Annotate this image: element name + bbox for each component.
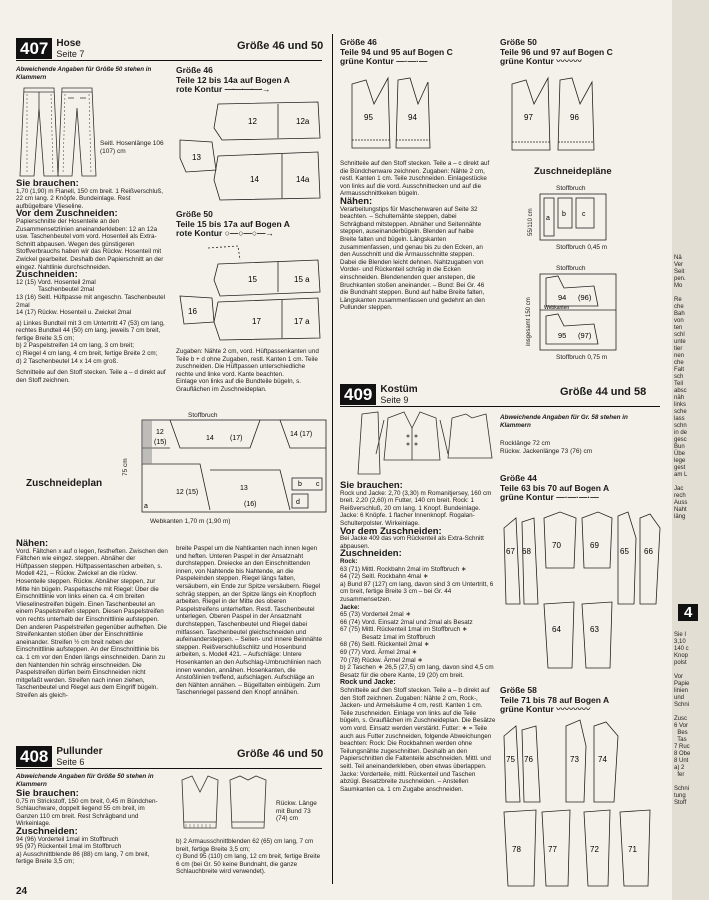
abweichende-angaben: Abweichende Angaben für Gr. 58 stehen in Klammern bbox=[500, 414, 628, 429]
size-range: Größe 46 und 50 bbox=[237, 40, 324, 52]
zuschneiden-item: d) 2 Taschenbeutel 14 x 14 cm groß. bbox=[16, 357, 119, 365]
kontur-line: grüne Kontur —·—·— bbox=[340, 56, 428, 66]
zuschneiden-heading: Zuschneiden: bbox=[16, 269, 78, 281]
model-number: 407 bbox=[16, 38, 52, 59]
svg-text:12 (15): 12 (15) bbox=[176, 489, 199, 496]
svg-text:78: 78 bbox=[512, 845, 521, 854]
svg-text:95: 95 bbox=[364, 113, 373, 122]
kontur-label: grüne Kontur bbox=[340, 56, 394, 66]
rock-jacke-heading: Rock und Jacke: bbox=[340, 679, 396, 687]
kontur-line: rote Kontur —·—·—·—·→ bbox=[176, 84, 270, 94]
svg-text:a: a bbox=[546, 215, 550, 222]
schnitt-text: Schnitteile auf den Stoff stecken. Teile a – d direkt auf den Stoff zeichnen. bbox=[16, 369, 166, 384]
plan1-height: 55/110 cm bbox=[528, 208, 534, 236]
model-title: Pullunder bbox=[56, 746, 103, 757]
laengen: Rocklänge 72 cm Rückw. Jackenlänge 73 (76) cm bbox=[500, 440, 593, 455]
pattern-pieces-pullunder-50 bbox=[508, 74, 608, 156]
zuschneiden-item: c) Riegel 4 cm lang, 4 cm breit, fertige Breite 2 cm; bbox=[16, 350, 158, 358]
rueckw-laenge: Rückw. Länge mit Bund 73 (74) cm bbox=[276, 800, 317, 822]
model-407-header bbox=[16, 38, 84, 60]
m407-zugaben-block bbox=[176, 348, 324, 394]
kontur-label: grüne Kontur bbox=[500, 704, 554, 714]
trouser-illustration bbox=[18, 86, 98, 178]
kontur-label: rote Kontur bbox=[176, 84, 223, 94]
plan2-stoffbruch: Stoffbruch bbox=[556, 265, 586, 272]
model-title-block bbox=[56, 38, 84, 60]
vor-dem-zuschneiden-heading: Vor dem Zuschneiden: bbox=[16, 208, 118, 220]
svg-text:75: 75 bbox=[506, 755, 515, 764]
column-divider bbox=[332, 34, 333, 884]
pattern-pieces-44 bbox=[500, 508, 666, 678]
naehen-heading: Nähen: bbox=[340, 195, 373, 207]
zuschneiden-heading: Zuschneiden: bbox=[340, 548, 402, 560]
vor-dem-zuschneiden-text: Bei Jacke 409 das vom Rückenteil als Extra-Schnitt abpausen. bbox=[340, 535, 484, 550]
zuschneiden-item: 13 (16) Seitl. Hüftpasse mit angeschn. Taschenbeutel 2mal bbox=[16, 293, 165, 309]
zuschneiden-item: 65 (73) Vorderteil 2mal ∗ bbox=[340, 611, 411, 619]
pattern-pieces-pullunder-46 bbox=[348, 74, 438, 154]
svg-text:63: 63 bbox=[590, 625, 599, 634]
svg-text:94: 94 bbox=[408, 113, 417, 122]
model-title: Hose bbox=[56, 38, 81, 49]
zuschneiden-item: Taschenbeutel 2mal bbox=[38, 286, 95, 294]
zugaben-text: Zugaben: Nähte 2 cm, vord. Hüftpassenkanten und Teile b + d ohne Zugaben, restl. Kanten 1 cm. Teile zuschneiden. Die Hüftpassen unterschiedliche rechte und linke vord. Kante beachten. bbox=[176, 348, 319, 378]
adjacent-page-edge bbox=[672, 0, 709, 900]
model-title-block bbox=[56, 746, 102, 768]
svg-text:74: 74 bbox=[598, 755, 607, 764]
cutting-layout-407 bbox=[140, 418, 328, 516]
zuschneiden-item: Jacke: bbox=[340, 603, 360, 611]
model-seite: Seite 7 bbox=[56, 49, 85, 59]
kontur-label: grüne Kontur bbox=[500, 56, 554, 66]
svg-text:a: a bbox=[144, 503, 148, 510]
zuschneiden-item: 63 (71) Mittl. Rockbahn 2mal im Stoffbruch ∗ bbox=[340, 565, 467, 573]
zuschneiden-item: b) 2 Armausschnittblenden 62 (65) cm lang, 7 cm breit, fertige Breite 3,5 cm; bbox=[176, 838, 314, 853]
teile-label: Teile 71 bis 78 auf Bogen A bbox=[500, 694, 610, 705]
adjacent-page-text-bottom: Sie I 3,10 140 c Knop polst Vor Papie linien und Schni Zusc 6 Vor Bes Tas 7 Ruc 8 Obe 8 Unt a) 2 fer Schni tung Stoff bbox=[674, 632, 691, 806]
vor-dem-zuschneiden-heading: Vor dem Zuschneiden: bbox=[340, 525, 442, 537]
size-label: Größe 46 bbox=[340, 37, 377, 47]
cutting-layout-pullunder-2 bbox=[538, 272, 618, 352]
m407-naehen-block bbox=[16, 540, 168, 699]
model-seite: Seite 6 bbox=[56, 757, 85, 767]
zuschneiden-item: b) 2 Paspelstreifen 14 cm lang, 3 cm breit; bbox=[16, 342, 134, 350]
kontur-label: grüne Kontur bbox=[500, 492, 554, 502]
divider bbox=[340, 406, 660, 407]
groesse-50-label bbox=[176, 210, 290, 239]
schnitt-text: Schnitteile auf den Stoff stecken. Teile a – c direkt auf die Bündchenware zeichnen. Zugaben: Nähte 2 cm, restl. Kanten 1 cm. Teile zuschneiden. Einlagestücke von links auf die vord. Ausschnittecken und auf die Armausschnittkeken bügeln. bbox=[340, 160, 490, 198]
zuschneiden-item: a) Ausschnittblende 86 (88) cm lang, 7 cm breit, fertige Breite 3,5 cm; bbox=[16, 850, 150, 866]
zuschneiden-item: Besatz 1mal im Stoffbruch bbox=[362, 633, 436, 641]
plan-height: 75 cm bbox=[122, 458, 129, 476]
size-label: Größe 58 bbox=[500, 685, 537, 695]
sie-brauchen-heading: Sie brauchen: bbox=[16, 178, 79, 189]
svg-text:95: 95 bbox=[558, 331, 567, 340]
naehen-text: Vord. Fältchen x auf o legen, festheften. Zwischen den Fältchen wie eingez. steppen. Abnäher der Hüftpassen steppen. Hüftpassentaschen arbeiten, s. Modell 421, – Rückw. Zwickel an die rückw. Hosenteile steppen. Rückw. Abnäher steppen, zur Mitte hin bügeln. Paspeltasche mit Riegel: Über die Einschnittlinie von links einen ca. 4 cm breiten Vlieselinestreifen bügeln. Einen Taschenbeutel an einem Paspelstreifen steppen. Diesen Paspelstreifen von rechts unterhalb der Einschnittlinie aufsteppen. Den anderen Paspelstreifen gegenüber aufheften. Die Streifenkanten stoßen über der Einschnittlinie aneinander. Streifen ½ cm breit neben der Einschnittlinie aufsteppen. An der Einschnittlinie bis ca. 1 cm vor den Enden längs einschneiden. Dann zu den Nahtenden hin schräg einschneiden. Die Paspelstreifen dürfen beim Einschneiden nicht mitgefaßt werden. Streifen nach innen ziehen, Taschenbeutel und Riegel aus dem Eingriff bügeln. Streifen als gleich- bbox=[16, 547, 168, 699]
m407-text-block bbox=[16, 180, 168, 384]
svg-text:73: 73 bbox=[570, 755, 579, 764]
zuschneiden-item: 14 (17) Rückw. Hosenteil u. Zwickel 2mal bbox=[16, 309, 132, 317]
plan1-stoffbruch: Stoffbruch bbox=[556, 185, 586, 192]
zuschneiden-item: 70 (78) Rückw. Ärmel 2mal ∗ bbox=[340, 656, 423, 664]
m407-naehen-continued bbox=[176, 545, 324, 697]
zuschneiden-item: 66 (74) Vord. Einsatz 2mal und 2mal als Besatz bbox=[340, 618, 473, 626]
teile-label: Teile 94 und 95 auf Bogen C bbox=[340, 46, 453, 57]
sie-brauchen-text: 0,75 m Strickstoff, 150 cm breit, 0,45 m Bündchen-Schlauchware, doppelt liegend 55 cm breit, im Ganzen 110 cm breit. Rest Schrägband und Wirkeinlage. bbox=[16, 797, 158, 828]
svg-text:70: 70 bbox=[552, 541, 561, 550]
svg-text:12: 12 bbox=[156, 429, 164, 436]
plan2-height: insgesamt 150 cm bbox=[526, 297, 532, 346]
pattern-pieces-58 bbox=[500, 716, 666, 894]
teile-label: Teile 63 bis 70 auf Bogen A bbox=[500, 482, 610, 493]
svg-text:(96): (96) bbox=[578, 293, 592, 302]
zuschneiden-item: Rock: bbox=[340, 557, 358, 565]
teile-label: Teile 15 bis 17a auf Bogen A bbox=[176, 218, 290, 229]
zuschneiden-item: a) Linkes Bundteil mit 3 cm Untertritt 47 (53) cm lang, rechtes Bundteil 44 (50) cm lang, jeweils 7 cm breit, fertige Breite 3,5 cm; bbox=[16, 319, 165, 342]
naehen-text: Verarbeitungstips für Maschenwaren auf Seite 32 beachten. – Schulternähte steppen, dabei Schrägband mitsteppen. Abnäher und Seitennähte steppen, auseinanderbügeln. Blenden auf halbe Breite falten und bügeln. Längskanten zusammenfassen, und genau bis zu den Ecken, an den Ausschnitt und die Armausschnitte steppen. Dabei die Blenden leicht dehnen. Nahtzugaben von Vorder- und Rückenteil schräg in die Ecken einschneiden. Blendenenden quer anstepen, die Bruchkanten stoßen aneinander. – Bund: Bei Gr. 46 die Bundnaht steppen. Bund auf halbe Breite falten, Längskanten zusammenfassen und gedehnt an den Pullunder steppen. bbox=[340, 205, 485, 312]
svg-text:12: 12 bbox=[248, 117, 257, 126]
plan1-width: Stoffbruch 0,45 m bbox=[556, 244, 608, 251]
m408-zuschneiden-continued bbox=[176, 838, 324, 876]
svg-text:13: 13 bbox=[240, 485, 248, 492]
einlage-text: Einlage von links auf die Bundteile bügeln, s. Grauflächen im Zuschneideplan. bbox=[176, 378, 301, 393]
sie-brauchen-heading: Sie brauchen: bbox=[340, 480, 403, 491]
teile-label: Teile 96 und 97 auf Bogen C bbox=[500, 46, 613, 57]
zuschneideplan-title: Zuschneideplan bbox=[26, 478, 103, 489]
col2-text-block bbox=[340, 160, 490, 312]
svg-text:68: 68 bbox=[522, 547, 531, 556]
vor-dem-zuschneiden-text: Papierschnitte der Hosenteile an den Zusammensetzlinien aneinanderkleben: 12 an 12a usw. Taschenbeutel vom vord. Hosenteil als Extra-Schnitt abpausen. Wegen des günstigeren Stoffverbrauchs haben wir das Rückw. Hosenteil mit Zwickel gearbeitet. Deshalb den Papierschnitt an der eingez. Nahtlinie durchschneiden. bbox=[16, 217, 164, 271]
suit-illustration bbox=[348, 410, 496, 480]
sie-brauchen-heading: Sie brauchen: bbox=[16, 788, 79, 799]
zuschneiden-item: 67 (75) Mittl. Rückenteil 1mal im Stoffbruch ∗ bbox=[340, 626, 468, 634]
divider bbox=[16, 768, 322, 769]
kontur-line: rote Kontur ○—○—○—→ bbox=[176, 228, 275, 238]
size-label: Größe 50 bbox=[500, 37, 537, 47]
zuschneiden-heading: Zuschneiden: bbox=[16, 825, 78, 837]
svg-text:94: 94 bbox=[558, 293, 567, 302]
plan-width: Webkanten 1,70 m (1,90 m) bbox=[150, 518, 231, 525]
vest-illustration bbox=[178, 774, 274, 834]
m409-text-block bbox=[340, 482, 496, 793]
teile-label: Teile 12 bis 14a auf Bogen A bbox=[176, 74, 290, 85]
zuschneiden-item: 12 (15) Vord. Hosenteil 2mal bbox=[16, 278, 96, 286]
sie-brauchen-text: Rock und Jacke: 2,70 (3,30) m Romanitjersey, 160 cm breit. 2,20 (2,60) m Futter, 140 cm breit. Rock: 1 Reißverschluß, 20 cm lang. 1 Knopf. Bundeinlage. Jacke: 6 Knöpfe. 1 flacher Innenknopf. Rogalan-Schulterpolster. Wirkeinlage. bbox=[340, 489, 492, 527]
svg-text:(97): (97) bbox=[578, 331, 592, 340]
svg-text:69: 69 bbox=[590, 541, 599, 550]
svg-text:64: 64 bbox=[552, 625, 561, 634]
adjacent-model-number: 4 bbox=[678, 604, 698, 621]
naehen-heading: Nähen: bbox=[16, 538, 49, 549]
kontur-line: grüne Kontur 〰〰〰〰 bbox=[500, 704, 591, 714]
svg-text:13: 13 bbox=[192, 153, 201, 162]
svg-text:77: 77 bbox=[548, 845, 557, 854]
groesse-46-pullunder-label bbox=[340, 38, 453, 67]
zuschneideplaene-title: Zuschneidepläne bbox=[534, 166, 612, 177]
cutting-layout-pullunder-1 bbox=[538, 192, 608, 242]
zuschneiden-item: 95 (97) Rückenteil 1mal im Stoffbruch bbox=[16, 843, 122, 851]
svg-text:12a: 12a bbox=[296, 117, 310, 126]
m408-text-block bbox=[16, 790, 168, 866]
adjacent-page-text-top: Nä Ver Seit pen. Mo Re che Bah von ten schl unte tier nen che Falt sch Teil absc näh links sche lass schn in de gesc Bun Übe lege gest am L Jac rech Auss Naht läng bbox=[674, 255, 688, 520]
size-label: Größe 46 bbox=[176, 65, 213, 75]
svg-text:67: 67 bbox=[506, 547, 515, 556]
model-seite: Seite 9 bbox=[380, 395, 409, 405]
svg-text:66: 66 bbox=[644, 547, 653, 556]
size-range: Größe 44 und 58 bbox=[560, 386, 647, 398]
divider bbox=[16, 60, 322, 61]
model-title: Kostüm bbox=[380, 384, 418, 395]
page-number: 24 bbox=[16, 886, 28, 897]
model-title-block bbox=[380, 384, 417, 406]
svg-text:65: 65 bbox=[620, 547, 629, 556]
groesse-58-label bbox=[500, 686, 609, 715]
svg-text:(15): (15) bbox=[154, 439, 167, 446]
svg-text:14a: 14a bbox=[296, 175, 310, 184]
svg-text:(16): (16) bbox=[244, 501, 257, 508]
abweichende-angaben: Abweichende Angaben für Größe 50 stehen in Klammern bbox=[16, 66, 152, 81]
groesse-44-label bbox=[500, 474, 609, 503]
svg-text:72: 72 bbox=[590, 845, 599, 854]
svg-text:14: 14 bbox=[206, 435, 214, 442]
pattern-pieces-50 bbox=[178, 244, 323, 344]
svg-text:Webkanten: Webkanten bbox=[544, 305, 570, 311]
model-409-header bbox=[340, 384, 418, 406]
abweichende-angaben: Abweichende Angaben für Größe 50 stehen in Klammern bbox=[16, 773, 154, 788]
svg-text:b: b bbox=[298, 481, 302, 488]
svg-text:16: 16 bbox=[188, 307, 197, 316]
svg-text:71: 71 bbox=[628, 845, 637, 854]
hosenlaenge: Seitl. Hosenlänge 106 (107) cm bbox=[100, 140, 164, 155]
svg-text:c: c bbox=[582, 211, 586, 218]
pattern-pieces-46 bbox=[178, 100, 323, 202]
svg-text:15: 15 bbox=[248, 275, 257, 284]
zuschneiden-item: b) 2 Taschen ∗ 26,5 (27,5) cm lang, davon sind 4,5 cm Besatz für die obere Kante, 19 (20) cm breit. bbox=[340, 664, 494, 679]
svg-text:15 a: 15 a bbox=[294, 275, 310, 284]
kontur-line: grüne Kontur —·—·—·— bbox=[500, 492, 599, 502]
model-number: 408 bbox=[16, 746, 52, 767]
plan-stoffbruch: Stoffbruch bbox=[188, 412, 218, 419]
naehen-text-2: breite Paspel um die Nahtkanten nach innen legen und heften. Unteren Paspel in der Ansatznaht durchsteppen. Dreiecke an den Einschnittenden innen, von Nahtende bis Nahtende, an die Paspeleinden steppen. Riegel längs falten, versäubern, ein Ende zur Spitze versäubern. Riegel schräg steppen, an der Spitze längs ein Knopfloch arbeiten. Riegel in der Mitte des oberen Paspelstreifens unterheften. Restl. Taschenbeutel unterlegen. Oberen Paspel in der Ansatznaht durchsteppen, Taschenbeutel und Riegel dabei mitfassen. Taschenbeutel gleichschneiden und aufeinandersteppen. – Seiten- und innere Beinnähte steppen. Reißverschlußschlitz und Hosenbund arbeiten, s. Modell 421. – Aufschläge: Untere Hosenkanten an den Aufschlag-Umbruchlinien nach innen wenden, annähen. Hosenkanten, die Anstoßlinien treffend, aufschlagen. Aufschläge an den Nähten annähen. – Bügelfalten einbügeln. Zum Taschenriegel passend den Knopf annähen. bbox=[176, 545, 322, 697]
zuschneiden-item: 68 (76) Seitl. Rückenteil 2mal ∗ bbox=[340, 641, 430, 649]
rock-jacke-text: Schnitteile auf den Stoff stecken. Teile a – b direkt auf den Stoff zeichnen. Zugaben: Nähte 2 cm, Rock-, Jacken- und Armelsäume 4 cm, restl. Kanten 1 cm. Teile zuschneiden. Einlage von links auf die Teile bügeln, s. Grauflächen im Zuschneideplan. Die Besätze vom vord. Einsatz werden verstärkt. Futter: ∗ = Teile auch aus Futter zuschneiden, folgende Abweichungen beachten: Rock: Die Rockbahnen werden ohne Teilungsnähte zugeschnitten. Deshalb an den Papierschnitten die Faltenteile abschneiden. Mittl. und seitl. Teil aneinanderkleben, oben etwas überlappen. Jacke: Vorderteile, mittl. Rückenteil und Taschen abzügl. Besatzbreite zuschneiden. – Anstellen Saumkanten ca. 1 cm Zugabe anschneiden. bbox=[340, 687, 496, 793]
zuschneiden-item: 94 (96) Vorderteil 1mal im Stoffbruch bbox=[16, 835, 119, 843]
svg-text:14 (17): 14 (17) bbox=[290, 431, 313, 438]
size-label: Größe 44 bbox=[500, 473, 537, 483]
svg-text:97: 97 bbox=[524, 113, 533, 122]
kontur-line: grüne Kontur 〰〰〰 bbox=[500, 56, 582, 66]
svg-text:14: 14 bbox=[250, 175, 259, 184]
groesse-46-label bbox=[176, 66, 290, 95]
zuschneiden-item: c) Bund 95 (110) cm lang, 12 cm breit, fertige Breite 6 cm (bei Gr. 50 keine Bundnaht, die ganze Schlauchbreite wird verwendet). bbox=[176, 853, 321, 876]
svg-text:96: 96 bbox=[570, 113, 579, 122]
model-408-header bbox=[16, 746, 103, 768]
svg-text:(17): (17) bbox=[230, 435, 243, 442]
zuschneiden-item: a) Bund 87 (127) cm lang, davon sind 3 cm Untertritt, 6 cm breit, fertige Breite 3 cm – bei Gr. 44 zusammensetzen. bbox=[340, 580, 494, 603]
model-number: 409 bbox=[340, 384, 376, 405]
svg-text:b: b bbox=[562, 211, 566, 218]
svg-text:17 a: 17 a bbox=[294, 317, 310, 326]
svg-text:d: d bbox=[296, 499, 300, 506]
plan2-width: Stoffbruch 0,75 m bbox=[556, 354, 608, 361]
sie-brauchen-text: 1,70 (1,90) m Flanell, 150 cm breit. 1 Reißverschluß, 22 cm lang. 2 Knöpfe. Bundeinlage. Rest aufbügelbare Vlieseline. bbox=[16, 187, 163, 210]
svg-text:76: 76 bbox=[524, 755, 533, 764]
size-range: Größe 46 und 50 bbox=[237, 748, 324, 760]
zuschneiden-item: 64 (72) Seitl. Rockbahn 4mal ∗ bbox=[340, 573, 429, 581]
zuschneiden-item: 69 (77) Vord. Ärmel 2mal ∗ bbox=[340, 649, 418, 657]
size-label: Größe 50 bbox=[176, 209, 213, 219]
kontur-label: rote Kontur bbox=[176, 228, 223, 238]
svg-text:17: 17 bbox=[252, 317, 261, 326]
svg-text:c: c bbox=[316, 481, 320, 488]
groesse-50-pullunder-label bbox=[500, 38, 613, 67]
